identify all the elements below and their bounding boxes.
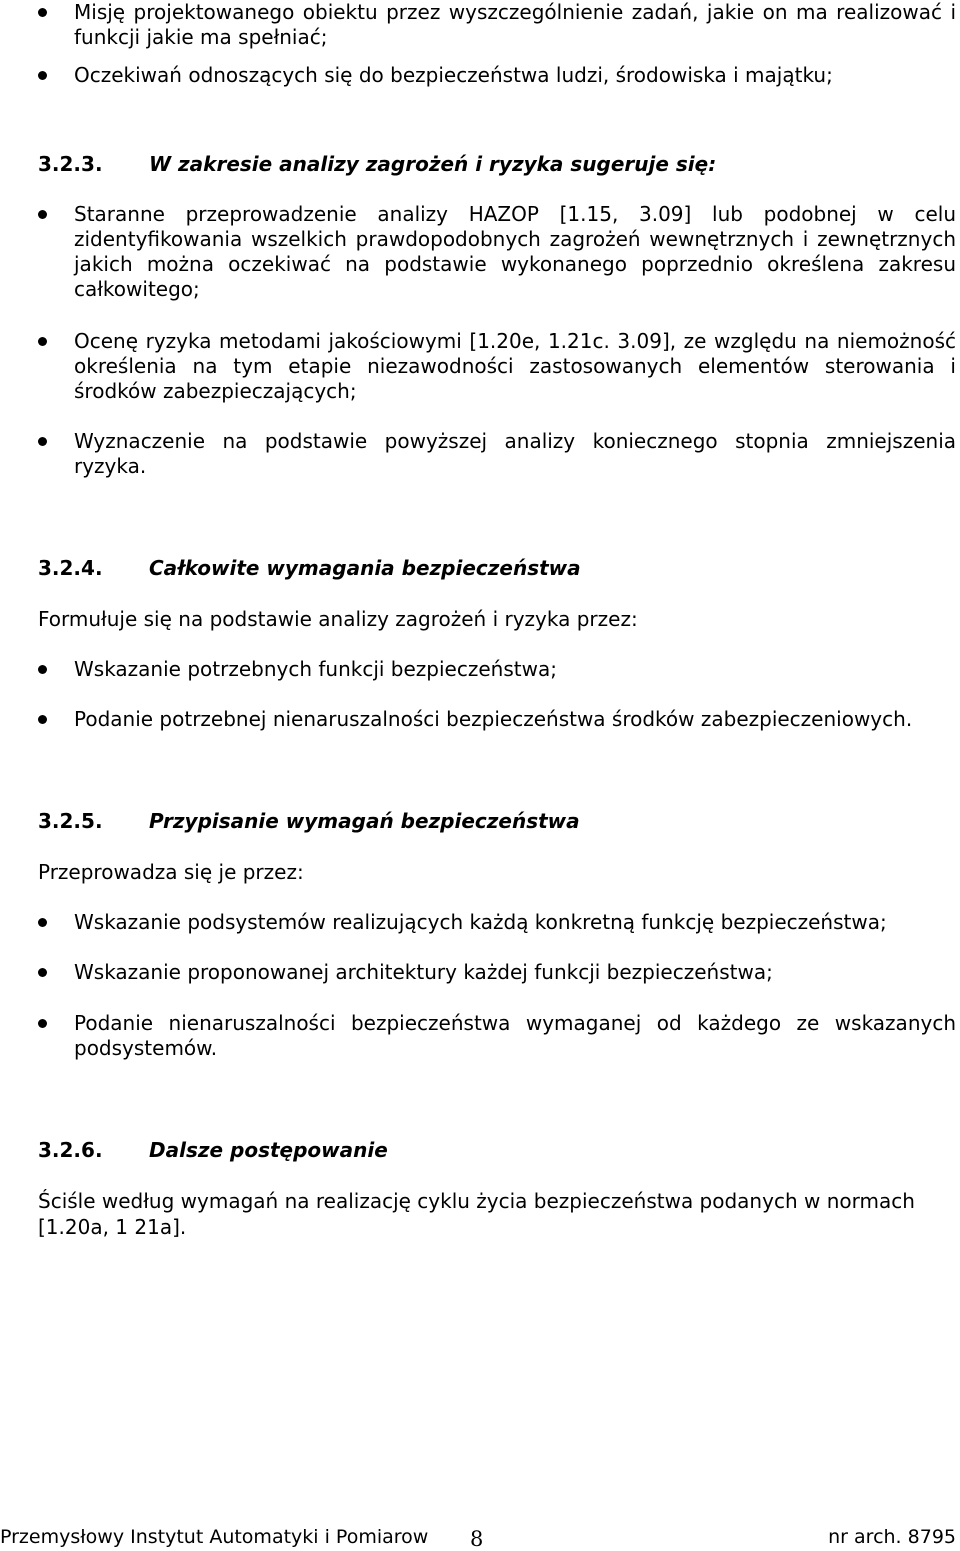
list-item xyxy=(38,429,956,479)
archive-number: nr arch. 8795 xyxy=(828,1526,956,1548)
bullet-icon xyxy=(38,8,47,17)
bullet-icon xyxy=(38,715,47,724)
list-item xyxy=(38,329,956,404)
page-number: 8 xyxy=(470,1527,484,1551)
page-footer xyxy=(0,1525,960,1549)
bullet-icon xyxy=(38,1019,47,1028)
list-item-text: Oczekiwań odnoszących się do bezpieczeństwa ludzi, środowiska i majątku; xyxy=(74,63,833,87)
list-item-text: Podanie potrzebnej nienaruszalności bezpieczeństwa środków zabezpieczeniowych. xyxy=(74,707,913,731)
list-item-text: Misję projektowanego obiektu przez wyszczególnienie zadań, jakie on ma realizować i funkcji jakie ma spełniać; xyxy=(74,0,956,49)
section-number: 3.2.6. xyxy=(38,1138,103,1162)
list-item-text: Staranne przeprowadzenie analizy HAZOP [1.15, 3.09] lub podobnej w celu zidentyfikowania wszelkich prawdopodobnych zagrożeń wewnętrznych i zewnętrznych jakich można oczekiwać na podstawie wykonanego poprzednio określena zakresu całkowitego; xyxy=(74,202,956,301)
list-item xyxy=(38,707,956,732)
list-item-text: Wyznaczenie na podstawie powyższej analizy koniecznego stopnia zmniejszenia ryzyka. xyxy=(74,429,956,478)
list-item-text: Wskazanie potrzebnych funkcji bezpieczeństwa; xyxy=(74,657,557,681)
section-heading xyxy=(38,1138,956,1163)
bullet-icon xyxy=(38,337,47,346)
bullet-icon xyxy=(38,71,47,80)
list-item xyxy=(38,657,956,682)
section-title: Całkowite wymagania bezpieczeństwa xyxy=(149,556,581,580)
bullet-icon xyxy=(38,968,47,977)
section-number: 3.2.4. xyxy=(38,556,103,580)
section-number: 3.2.5. xyxy=(38,809,103,833)
bullet-icon xyxy=(38,665,47,674)
list-item-text: Ocenę ryzyka metodami jakościowymi [1.20e, 1.21c. 3.09], ze względu na niemożność określenia na tym etapie niezawodności zastosowanych elementów sterowania i środków zabezpieczających; xyxy=(74,329,956,403)
section-title: W zakresie analizy zagrożeń i ryzyka sugeruje się: xyxy=(149,152,717,176)
list-item-text: Podanie nienaruszalności bezpieczeństwa wymaganej od każdego ze wskazanych podsystemów. xyxy=(74,1011,956,1060)
section-heading xyxy=(38,152,956,177)
section-intro: Przeprowadza się je przez: xyxy=(38,860,304,884)
bullet-icon xyxy=(38,918,47,927)
section-intro: Ściśle według wymagań na realizację cyklu życia bezpieczeństwa podanych w normach [1.20a, 1 21a]. xyxy=(38,1189,915,1239)
list-item xyxy=(38,1011,956,1061)
list-item-text: Wskazanie podsystemów realizujących każdą konkretną funkcję bezpieczeństwa; xyxy=(74,910,887,934)
list-item xyxy=(38,63,956,88)
list-item xyxy=(38,202,956,302)
section-heading xyxy=(38,809,956,834)
section-title: Dalsze postępowanie xyxy=(149,1138,388,1162)
footer-institute: Przemysłowy Instytut Automatyki i Pomiarow xyxy=(0,1526,429,1548)
list-item-text: Wskazanie proponowanej architektury każdej funkcji bezpieczeństwa; xyxy=(74,960,773,984)
section-heading xyxy=(38,556,956,581)
list-item xyxy=(38,960,956,985)
bullet-icon xyxy=(38,210,47,219)
list-item xyxy=(38,910,956,935)
section-intro: Formułuje się na podstawie analizy zagrożeń i ryzyka przez: xyxy=(38,607,638,631)
bullet-icon xyxy=(38,437,47,446)
section-title: Przypisanie wymagań bezpieczeństwa xyxy=(149,809,580,833)
list-item xyxy=(38,0,956,50)
section-number: 3.2.3. xyxy=(38,152,103,176)
